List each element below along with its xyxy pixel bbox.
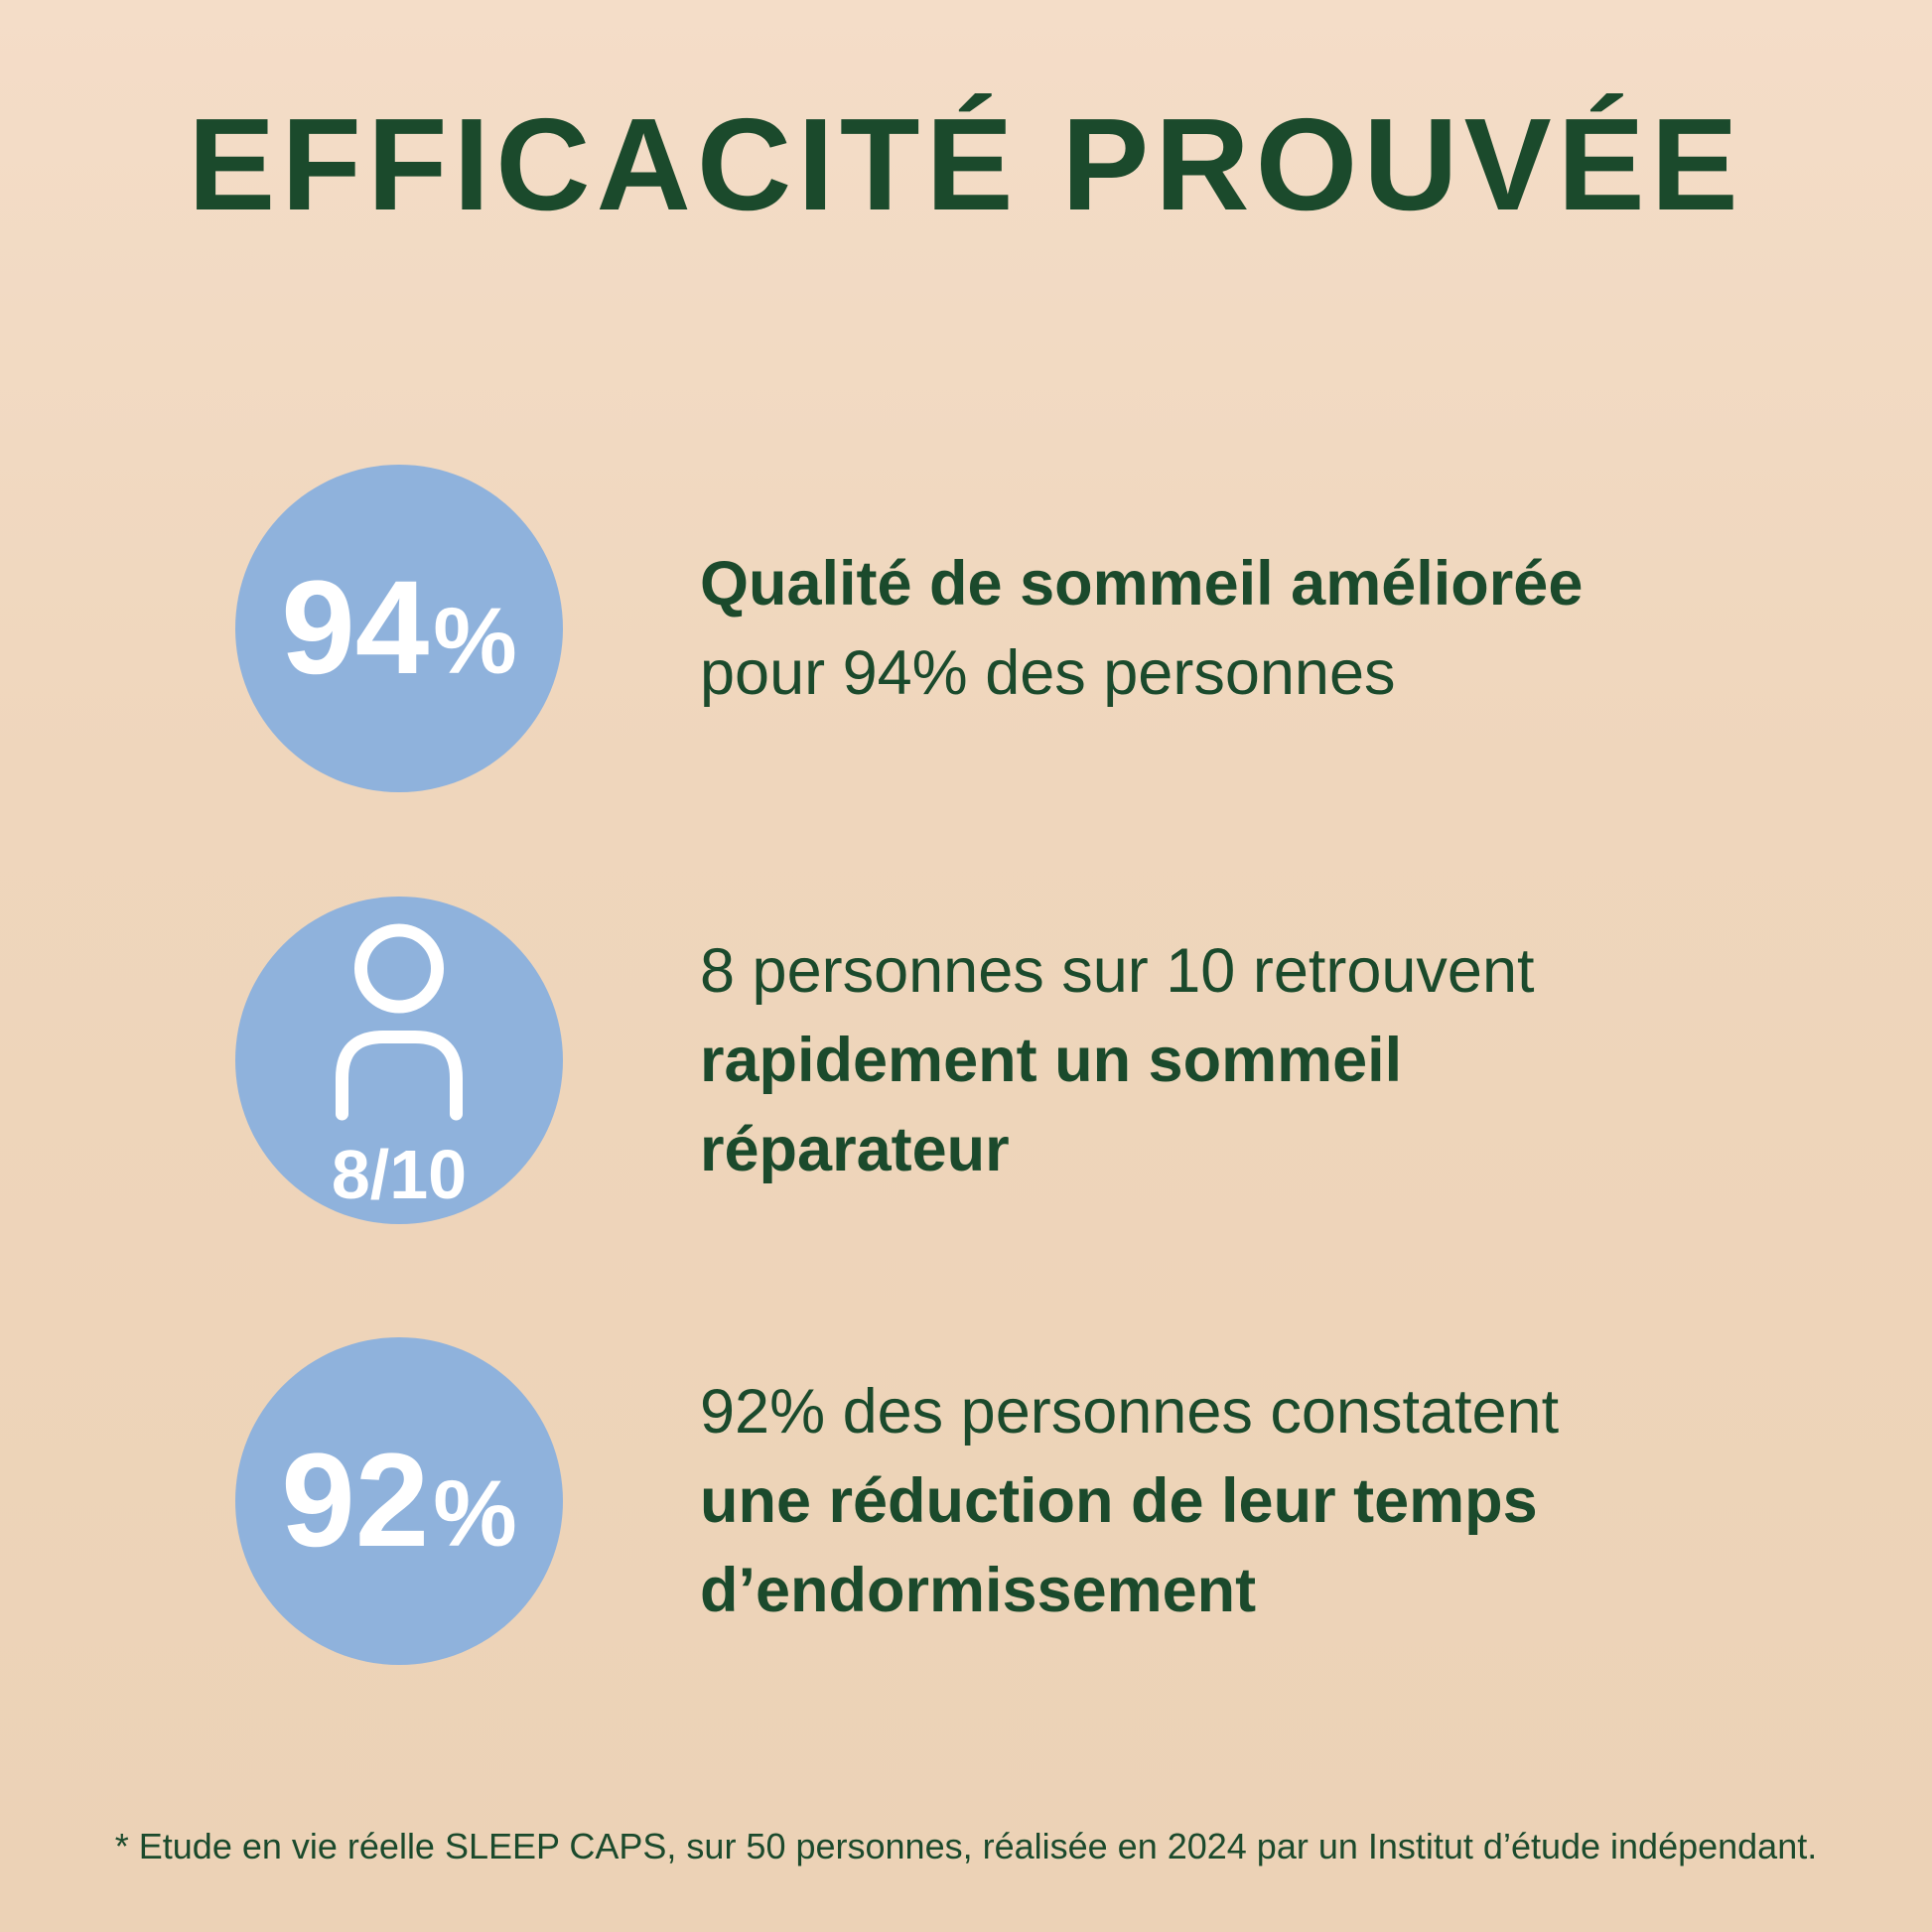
stat-92 <box>281 1427 517 1575</box>
stat-ratio-value: 8/10 <box>331 1136 468 1213</box>
person-icon <box>335 923 464 1122</box>
stat-line: réparateur <box>700 1115 1010 1184</box>
study-footnote: * Etude en vie réelle SLEEP CAPS, sur 50 personnes, réalisée en 2024 par un Institut d’étude indépendant. <box>114 1826 1818 1866</box>
stat-text-sleep-quality <box>700 539 1583 718</box>
stat-line: d’endormissement <box>700 1556 1257 1625</box>
stat-94-value: 94 <box>281 554 430 702</box>
stat-line: une réduction de leur temps <box>700 1466 1538 1536</box>
percent-sign: % <box>433 589 517 694</box>
badge-content <box>331 923 468 1213</box>
stat-92-value: 92 <box>281 1427 430 1575</box>
stat-badge-8-out-of-10 <box>235 897 563 1224</box>
stat-text-restorative-sleep <box>700 926 1535 1194</box>
stat-badge-94-percent <box>235 465 563 792</box>
stat-94 <box>281 554 517 702</box>
stat-row-sleep-onset <box>235 1337 1559 1665</box>
stat-text-sleep-onset <box>700 1367 1559 1635</box>
stat-line: 92% des personnes constatent <box>700 1377 1560 1447</box>
stat-line: rapidement un sommeil <box>700 1026 1403 1095</box>
stat-line: 8 personnes sur 10 retrouvent <box>700 936 1535 1006</box>
stat-badge-92-percent <box>235 1337 563 1665</box>
stat-row-restorative-sleep <box>235 897 1535 1224</box>
page-title: EFFICACITÉ PROUVÉE <box>188 91 1744 237</box>
stat-line: Qualité de sommeil améliorée <box>700 549 1584 619</box>
stat-row-sleep-quality <box>235 465 1583 792</box>
percent-sign: % <box>433 1461 517 1567</box>
stat-line: pour 94% des personnes <box>700 638 1396 708</box>
